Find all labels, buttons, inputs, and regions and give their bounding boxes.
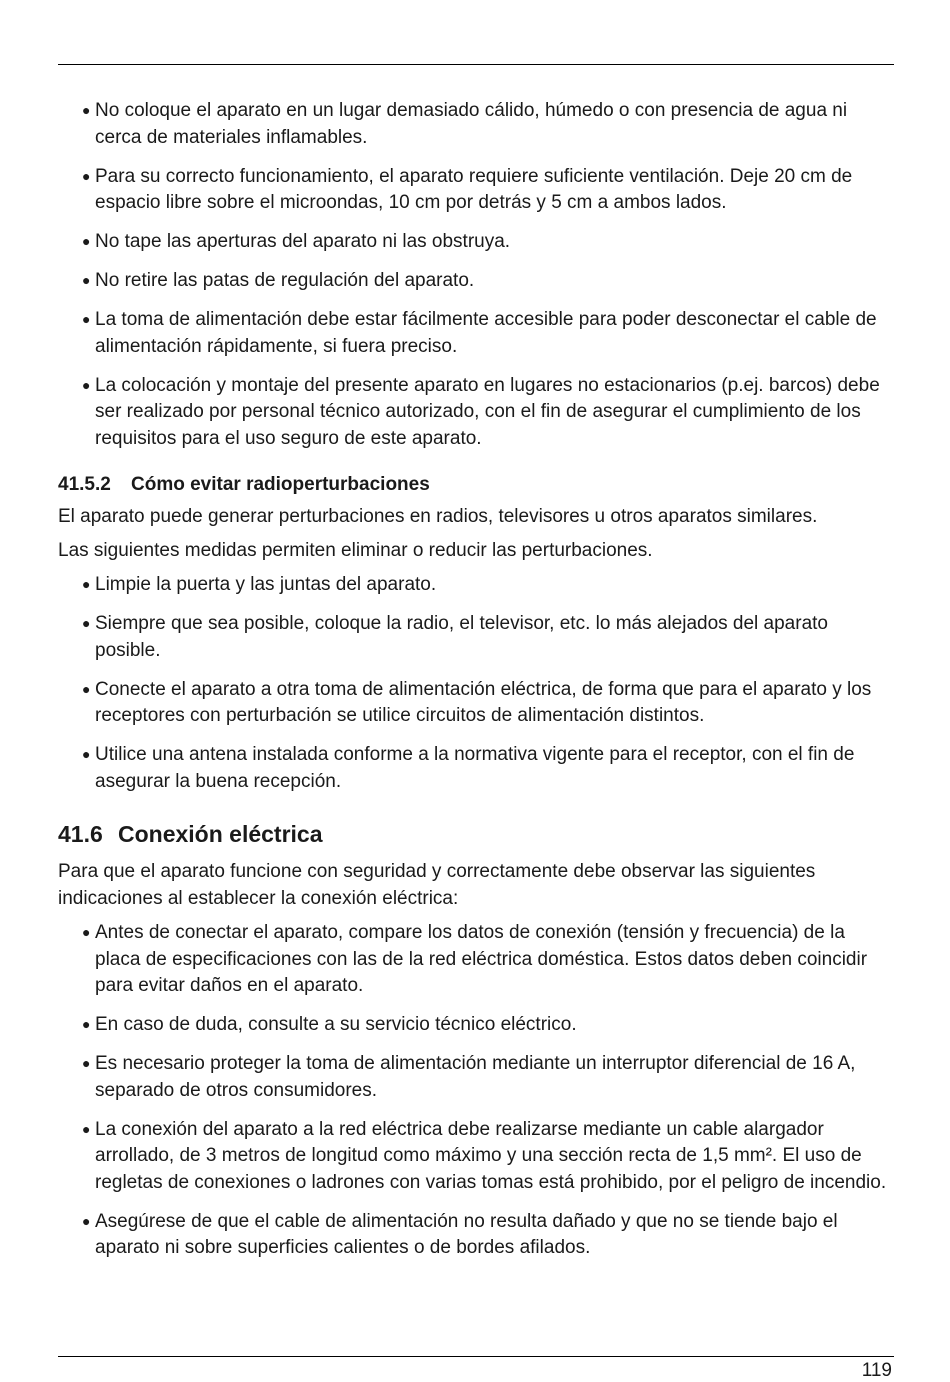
bullet-icon: ● (82, 1055, 91, 1071)
interference-list (58, 571, 894, 795)
list-item: ● Asegúrese de que el cable de alimentación no resulta dañado y que no se tiende bajo el aparato ni sobre superficies calientes o de bordes afilados. (58, 1208, 894, 1262)
list-item: ● No tape las aperturas del aparato ni las obstruya. (58, 228, 894, 256)
list-item: ● Para su correcto funcionamiento, el aparato requiere suficiente ventilación. Deje 20 cm de espacio libre sobre el microondas, 10 cm por detrás y 5 cm a ambos lados. (58, 163, 894, 217)
list-item: ● No retire las patas de regulación del aparato. (58, 267, 894, 295)
bullet-icon: ● (82, 1212, 91, 1229)
bullet-icon: ● (82, 1016, 91, 1032)
list-item: ● La colocación y montaje del presente aparato en lugares no estacionarios (p.ej. barcos) debe ser realizado por personal técnico autorizado, con el fin de asegurar el cumplimiento de los requisitos para el uso seguro de este aparato. (58, 372, 894, 453)
section-number: 41.6 (58, 821, 103, 847)
section-heading (58, 819, 894, 849)
list-item: ● No coloque el aparato en un lugar demasiado cálido, húmedo o con presencia de agua ni cerca de materiales inflamables. (58, 97, 894, 151)
list-item: ● La toma de alimentación debe estar fácilmente accesible para poder desconectar el cable de alimentación rápidamente, si fuera preciso. (58, 306, 894, 360)
bullet-icon: ● (82, 272, 91, 288)
list-item: ● Siempre que sea posible, coloque la radio, el televisor, etc. lo más alejados del aparato posible. (58, 610, 894, 664)
bullet-icon: ● (82, 102, 91, 118)
subsection-title: Cómo evitar radioperturbaciones (131, 474, 430, 495)
footer-rule (58, 1356, 894, 1357)
placement-list (58, 97, 894, 452)
page-number: 119 (861, 1360, 892, 1381)
subsection-paragraph-1: El aparato puede generar perturbaciones en radios, televisores u otros aparatos similares. (58, 506, 818, 527)
bullet-icon: ● (82, 924, 91, 940)
header-rule (58, 64, 894, 65)
list-item: ● En caso de duda, consulte a su servicio técnico eléctrico. (58, 1011, 894, 1039)
subsection-number: 41.5.2 (58, 474, 111, 495)
bullet-icon: ● (82, 615, 91, 631)
page-content (58, 97, 894, 1273)
bullet-icon: ● (82, 1120, 91, 1137)
bullet-icon: ● (82, 680, 91, 697)
bullet-icon: ● (82, 167, 91, 184)
section-title: Conexión eléctrica (118, 821, 323, 847)
list-item: ● La conexión del aparato a la red eléctrica debe realizarse mediante un cable alargador arrollado, de 3 metros de longitud como máximo y una sección recta de 1,5 mm². El uso de regletas de conexiones o ladrones con varias tomas está prohibido, por el peligro de incendio. (58, 1116, 894, 1197)
subsection-heading (58, 472, 894, 498)
bullet-icon: ● (82, 233, 91, 249)
bullet-icon: ● (82, 311, 91, 327)
list-item: ● Utilice una antena instalada conforme a la normativa vigente para el receptor, con el fin de asegurar la buena recepción. (58, 741, 894, 795)
list-item: ● Conecte el aparato a otra toma de alimentación eléctrica, de forma que para el aparato y los receptores con perturbación se utilice circuitos de alimentación distintos. (58, 676, 894, 730)
bullet-icon: ● (82, 746, 91, 762)
bullet-icon: ● (82, 576, 91, 592)
list-item: ● Es necesario proteger la toma de alimentación mediante un interruptor diferencial de 16 A, separado de otros consumidores. (58, 1050, 894, 1104)
list-item: ● Limpie la puerta y las juntas del aparato. (58, 571, 894, 599)
subsection-paragraph-2: Las siguientes medidas permiten eliminar o reducir las perturbaciones. (58, 539, 653, 561)
electrical-list (58, 919, 894, 1262)
list-item: ● Antes de conectar el aparato, compare los datos de conexión (tensión y frecuencia) de la placa de especificaciones con las de la red eléctrica doméstica. Estos datos deben coincidir para evitar daños en el aparato. (58, 919, 894, 1000)
section-intro: Para que el aparato funcione con seguridad y correctamente debe observar las siguientes indicaciones al establecer la conexión eléctrica: (58, 861, 816, 909)
bullet-icon: ● (82, 376, 91, 393)
